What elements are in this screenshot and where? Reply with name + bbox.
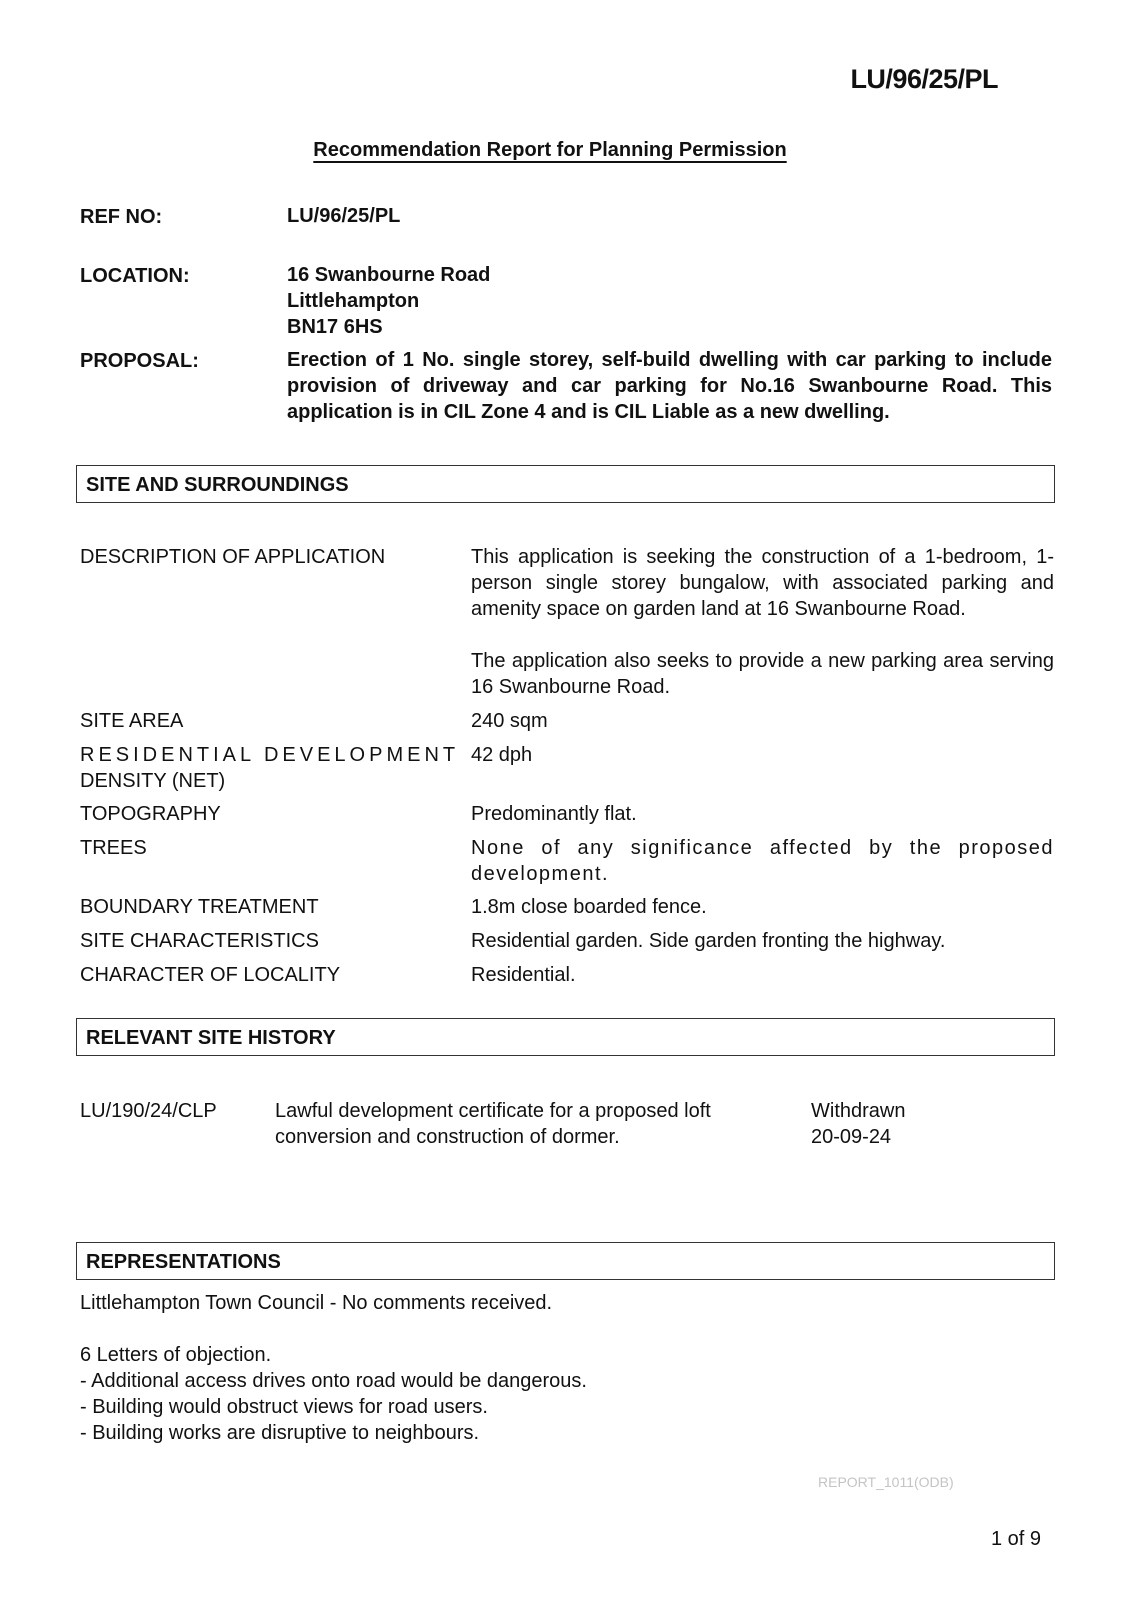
site-row-value: Predominantly flat. xyxy=(471,803,637,825)
location-line: BN17 6HS xyxy=(287,316,383,338)
site-row-value: None of any significance affected by the proposed development. xyxy=(471,837,1054,885)
site-row-label-cont: DENSITY (NET) xyxy=(80,770,226,792)
site-row-label: RESIDENTIAL DEVELOPMENT xyxy=(80,744,460,766)
site-row-value: Residential garden. Side garden fronting the highway. xyxy=(471,930,946,952)
site-row-label: SITE AREA xyxy=(80,710,184,732)
site-row-label: BOUNDARY TREATMENT xyxy=(80,896,319,918)
representations-heading-box xyxy=(76,1242,1055,1280)
page-number: 1 of 9 xyxy=(991,1528,1042,1550)
objection-item: - Additional access drives onto road would be dangerous. xyxy=(80,1370,587,1392)
proposal-text: Erection of 1 No. single storey, self-build dwelling with car parking to include provision of driveway and car parking for No.16 Swanbourne Road. This application is in CIL Zone 4 and is CIL Liable as a new dwelling. xyxy=(287,349,1052,423)
document-reference: LU/96/25/PL xyxy=(850,64,998,94)
section-heading: RELEVANT SITE HISTORY xyxy=(86,1027,336,1049)
site-history-heading-box xyxy=(76,1018,1055,1056)
site-row-value: The application also seeks to provide a new parking area serving 16 Swanbourne Road. xyxy=(471,650,1054,698)
site-row-label: SITE CHARACTERISTICS xyxy=(80,930,319,952)
site-row-value: Residential. xyxy=(471,964,576,986)
site-row-value: This application is seeking the construction of a 1-bedroom, 1-person single storey bungalow, with associated parking and amenity space on garden land at 16 Swanbourne Road. xyxy=(471,546,1054,620)
site-row-value: 240 sqm xyxy=(471,710,548,732)
history-date: 20-09-24 xyxy=(811,1126,892,1148)
location-line: Littlehampton xyxy=(287,290,420,312)
ref-no-label: REF NO: xyxy=(80,206,163,228)
section-heading: REPRESENTATIONS xyxy=(86,1251,281,1273)
location-line: 16 Swanbourne Road xyxy=(287,264,491,286)
site-row-label: TREES xyxy=(80,837,147,859)
site-row-value: 1.8m close boarded fence. xyxy=(471,896,707,918)
report-code: REPORT_1011(ODB) xyxy=(818,1474,954,1490)
location-label: LOCATION: xyxy=(80,265,190,287)
site-row-label: TOPOGRAPHY xyxy=(80,803,221,825)
location-value xyxy=(287,262,490,340)
site-surroundings-heading-box xyxy=(76,465,1055,503)
site-row-value: 42 dph xyxy=(471,744,533,766)
site-row-label: CHARACTER OF LOCALITY xyxy=(80,964,341,986)
history-status: Withdrawn xyxy=(811,1100,906,1122)
objections-title: 6 Letters of objection. xyxy=(80,1344,272,1366)
history-description: Lawful development certificate for a proposed loft conversion and construction of dormer. xyxy=(275,1100,711,1148)
council-comment: Littlehampton Town Council - No comments received. xyxy=(80,1292,553,1314)
section-heading: SITE AND SURROUNDINGS xyxy=(86,474,349,496)
page-title: Recommendation Report for Planning Permission xyxy=(313,139,787,161)
objection-item: - Building would obstruct views for road users. xyxy=(80,1396,488,1418)
objection-item: - Building works are disruptive to neighbours. xyxy=(80,1422,480,1444)
proposal-label: PROPOSAL: xyxy=(80,350,199,372)
history-ref: LU/190/24/CLP xyxy=(80,1100,217,1122)
ref-no-value: LU/96/25/PL xyxy=(287,205,401,227)
site-row-label: DESCRIPTION OF APPLICATION xyxy=(80,546,386,568)
